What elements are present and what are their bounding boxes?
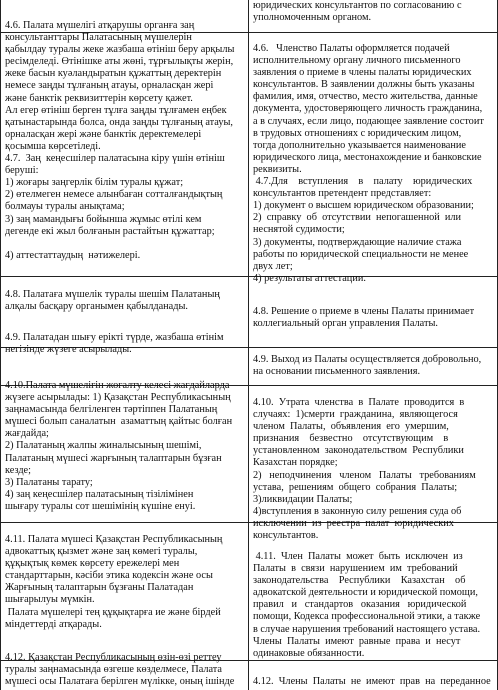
clause-ru-4-6 — [253, 43, 493, 293]
clause-kk-4-8 — [5, 289, 245, 319]
clause-text: 4.9. Палатадан шығу ерікті түрде, жазбаша өтінім негізінде жүзеге асырылады. — [5, 332, 224, 356]
clause-text: юридических консультантов по согласованию с уполномоченным органом. — [253, 0, 462, 24]
clause-text: 4.10. Утрата членства в Палате проводится в случаях: 1)смерти гражданина, являющегося членом Палаты, объявления его умершим, признания безвестно отсутствующим в установленном законодательством Республики Казахстан порядке; 2) неподчинения членом Палаты требованиям устава, решениям общего собрания Палаты; 3)ликвидации Палаты; 4)вступления в законную силу решения суда об исключении из реестра палат юридических консультантов. — [253, 397, 476, 542]
clause-text: 4.6. Палата мүшелігі атқарушы органға заң консультанттары Палатасының мүшелерін қабылдау туралы жеке жазбаша өтініш беру арқылы ресімделеді. Өтінішке аты жөні, тұрғылықты жерін, жеке басын куәландыратын құжаттың деректерін немесе заңды тұлғаның атауы, орналасқан жері және банктік реквизиттерін көрсету қажет. Ал егер өтініш берген тұлға заңды тұлғамен еңбек қатынастарында болса, онда заңды тұлғаның атауы, орналасқан жері және банктік деректемелері қосымша көрсетіледі. 4.7. Заң кеңесшілер палатасына кіру үшін өтініш беруші: 1) жоғары заңгерлік білім туралы құжат; 2) өтелмеген немесе алынбаған сотталғандықтың болмауы туралы анықтама; 3) заң мамандығы бойынша жұмыс өтілі кем дегенде екі жыл болғанын растайтын құжаттар; 4) аттестаттаудың нәтижелері. — [5, 20, 235, 261]
clause-kk-4-12 — [5, 652, 245, 690]
column-divider — [248, 0, 249, 690]
clause-text: 4.12. Члены Палаты не имеют прав на переданное — [253, 676, 491, 687]
clause-kk-4-6 — [5, 20, 245, 276]
clause-kk-4-10 — [5, 380, 245, 520]
clause-ru-4-8 — [253, 306, 493, 336]
clause-text: 4.11. Палата мүшесі Қазақстан Республикасының адвокаттық қызмет және заң көмегі туралы, құқықтық көмек көрсету ережелері мен стандарттарын, кәсіби этика кодексін және осы Жарғының талаптарын бұзғаны Палатадан шығарылуы мүмкін. Палата мүшелері тең құқықтарға ие және бірдей міндеттерді атқарады. — [5, 534, 223, 630]
clause-text: 4.6. Членство Палаты оформляется подачей исполнительному органу личного письменного заявления о приеме в члены палаты юридических консультантов. В заявлении должны быть указаны фамилия, имя, отчество, место жительства, данные документа, удостоверяющего личность гражданина, а в случаях, если лицо, подающее заявление состоит в трудовых отношениях с юридическим лицом, тогда дополнительно указывается наименование юридического лица, местонахождение и банковские реквизиты. 4.7.Для вступления в палату юридических консультантов претендент представляет: 1) документ о высшем юридическом образовании; 2) справку об отсутствии непогашенной или неснятой судимости; 3) документы, подтверждающие наличие стажа работы по юридической специальности не менее двух лет; 4) результаты аттестации. — [253, 43, 484, 284]
clause-ru-4-12 — [253, 676, 493, 690]
clause-ru-4-10 — [253, 397, 493, 547]
clause-ru-4-11 — [253, 551, 493, 663]
left-border — [0, 0, 1, 690]
clause-ru-4-5-cont — [253, 0, 493, 30]
clause-text: 4.8. Решение о приеме в члены Палаты принимает коллегиальный орган управления Палаты. — [253, 306, 475, 330]
clause-text: 4.11. Член Палаты может быть исключен из Палаты в связи нарушением им требований законодательства Республики Казахстан об адвокатской деятельности и юридической помощи, правил и стандартов оказания юридической помощи, Кодекса профессиональной этики, а также в случае нарушения требований настоящего устава. Члены Палаты имеют равные права и несут одинаковые обязанности. — [253, 551, 481, 659]
clause-text: 4.9. Выход из Палаты осуществляется добровольно, на основании письменного заявления. — [253, 354, 482, 378]
clause-text: 4.10.Палата мүшелігін жоғалту келесі жағдайларда жүзеге асырылады: 1) Қазақстан Республикасының заңнамасында белгіленген тәртіппен Палатаның мүшесі болып саналатын азаматтың қайтыс болған жағдайда; 2) Палатаның жалпы жиналысының шешімі, Палатаның мүшесі жарғының талаптарын бұзған кезде; 3) Палатаны тарату; 4) заң кеңесшілер палатасының тізілімінен шығару туралы сот шешімінің күшіне енуі. — [5, 380, 233, 512]
clause-ru-4-9 — [253, 354, 493, 384]
clause-kk-4-9 — [5, 332, 245, 362]
clause-text: 4.12. Қазақстан Республикасының өзін-өзі реттеу туралы заңнамасында өзгеше көзделмесе, Палата мүшесі осы Палатаға берілген мүлікке, оның ішінде — [5, 652, 235, 688]
clause-text: 4.8. Палатаға мүшелік туралы шешім Палатаның алқалы басқару органымен қабылданады. — [5, 289, 220, 313]
clause-kk-4-11 — [5, 534, 245, 638]
